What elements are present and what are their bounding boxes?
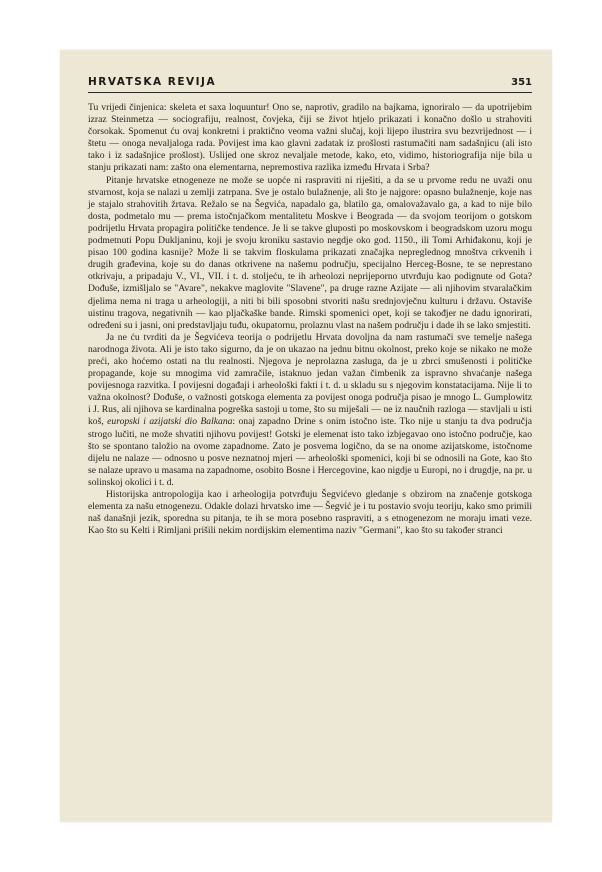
header-rule: [88, 92, 532, 93]
article-body: [88, 102, 532, 537]
paragraph-1: Tu vrijedi činjenica: skeleta et saxa loquuntur! Ono se, naprotiv, gradilo na bajkama, ignoriralo — da upotrijebim izraz Steinmetza — sociografiju, realnost, čovjeka, čiji se život htjelo prikazati i konačno došlo u strahoviti čorsokak. Spomenut ću ovaj konkretni i praktično veoma važni slučaj, koji lijepo ilustrira svu bezvrijednost — i štetu — onoga nevaljaloga rada. Povijest ima kao glavni zadatak iz prošlosti rastumačiti nam sadašnjicu (ali isto tako i iz sadašnjice prošlost). Uslijed one skroz nevaljale metode, kako, eto, vidimo, historiografija nije bila u stanju prikazati nam: zašto ona elementarna, nepremostiva razlika između Hrvata i Srba?: [88, 102, 532, 174]
document-page: [60, 50, 552, 822]
paragraph-3-text-after: : onaj zapadno Drine s onim istočno iste. Tko nije u stanju ta dva područja strogo lučiti, ne može shvatiti njihovu povijest! Gotski je elemenat isto tako izbjegavao ono istočno područje, kao što se spontano taložio na ovome zapadnome. Zato je posvema logično, da se na onome azijatskome, istočnome dijelu ne nalaze — odnosno u posve neznatnoj mjeri — arheološki spomenici, koji bi se odnosili na Gote, kao što se nalaze upravo u masama na zapadnome, osobito Bosne i Hercegovine, kao nigdje u Europi, no i drugdje, na pr. u solinskoj okolici i t. d.: [88, 416, 532, 488]
paragraph-3: [88, 332, 532, 489]
paragraph-2: Pitanje hrvatske etnogeneze ne može se uopće ni raspraviti ni riješiti, a da se u prvome redu ne uvaži onu stvarnost, koja se nalazi u zemlji zatrpana. Sve je ostalo bulažnenje, ali što je najgore: opasno bulažnenje, koje nas je stajalo strahovitih žrtava. Režalo se na Šegvića, napadalo ga, blatilo ga, omalovažavalo ga, a kad to nije bilo dosta, podmetalo mu — prema istočnjačkom mentalitetu Moskve i Beograda — da svojom teorijom o gotskom podrijetlu Hrvata propagira političke tendence. Je li se takve gluposti po moskovskom i beogradskom uzoru mogu podmetnuti Popu Dukljaninu, koji je svoju kroniku sastavio negdje oko god. 1150., ili Tomi Arhiđakonu, koji je pisao 100 godina kasnije? Može li se takvim floskulama prikazati značajka nepreglednog mnoštva crkvenih i drugih građevina, koje su do danas otkrivene na našemu području, specijalno Herceg-Bosne, te se neprestano otkrivaju, a pripadaju V., VI., VII. i t. d. stoljeću, te ih arheolozi neprijeporno utvrđuju kao podignute od Gota? Dođuše, izmišljalo se "Avare", nekakve maglovite "Slavene", pa druge razne Azijate — ali njihovim stvaralačkim djelima nema ni traga u arheologiji, a niti bi bili sposobni stvoriti našu srednjovječnu kulturu i državu. Ostaviše uistinu tragova, negativnih — kao pljačkaške bande. Rimski spomenici opet, koji se takođjer ne dadu ignorirati, određeni su i jasni, oni predstavljaju tuđu, okupatornu, prolaznu vlast na našem području i dade ih se lako smjestiti.: [88, 174, 532, 331]
journal-title: HRVATSKA REVIJA: [88, 76, 217, 88]
page-header: [88, 68, 532, 88]
paragraph-3-italic: europski i azijatski dio Balkana: [107, 416, 233, 428]
paragraph-4: Historijska antropologija kao i arheologija potvrđuju Šegvićevo gledanje s obzirom na značenje gotskoga elementa za našu etnogenezu. Odakle dolazi hrvatsko ime — Šegvić je i tu postavio svoju teoriju, kako smo primili naš današnji jezik, sporedna su pitanja, te ih se mora posebno raspraviti, a s etnogenezom ne moraju imati veze. Kao što su Kelti i Rimljani prišili nekim nordijskim elementima naziv "Germani", kao što su također stranci: [88, 489, 532, 537]
paragraph-3-text: Ja ne ću tvrditi da je Šegvićeva teorija o podrijetlu Hrvata dovoljna da nam rastumači sve temelje našega narodnoga života. Ali je isto tako sigurno, da je on ukazao na jednu bitnu okolnost, preko koje se nikako ne može preći, ako hoćemo ostati na tlu realnosti. Njegova je neprolazna zasluga, da je u zbrci smušenosti i političke propagande, koje su mnogima vid zamračile, istaknuo jedan važan čimbenik za ispravno shvaćanje našega povijesnoga razvitka. I povijesni događaji i arheološki fakti i t. d. u skladu su s njegovim konstatacijama. Nije li to važna okolnost? Dođuše, o važnosti gotskoga elementa za povijest onoga područja pisao je mnogo L. Gumplowitz i J. Rus, ali njihova se kardinalna pogreška sastoji u tome, što su miješali — ne iz naučnih razloga — stavljali u isti koš,: [88, 331, 532, 428]
page-number: 351: [511, 77, 532, 88]
